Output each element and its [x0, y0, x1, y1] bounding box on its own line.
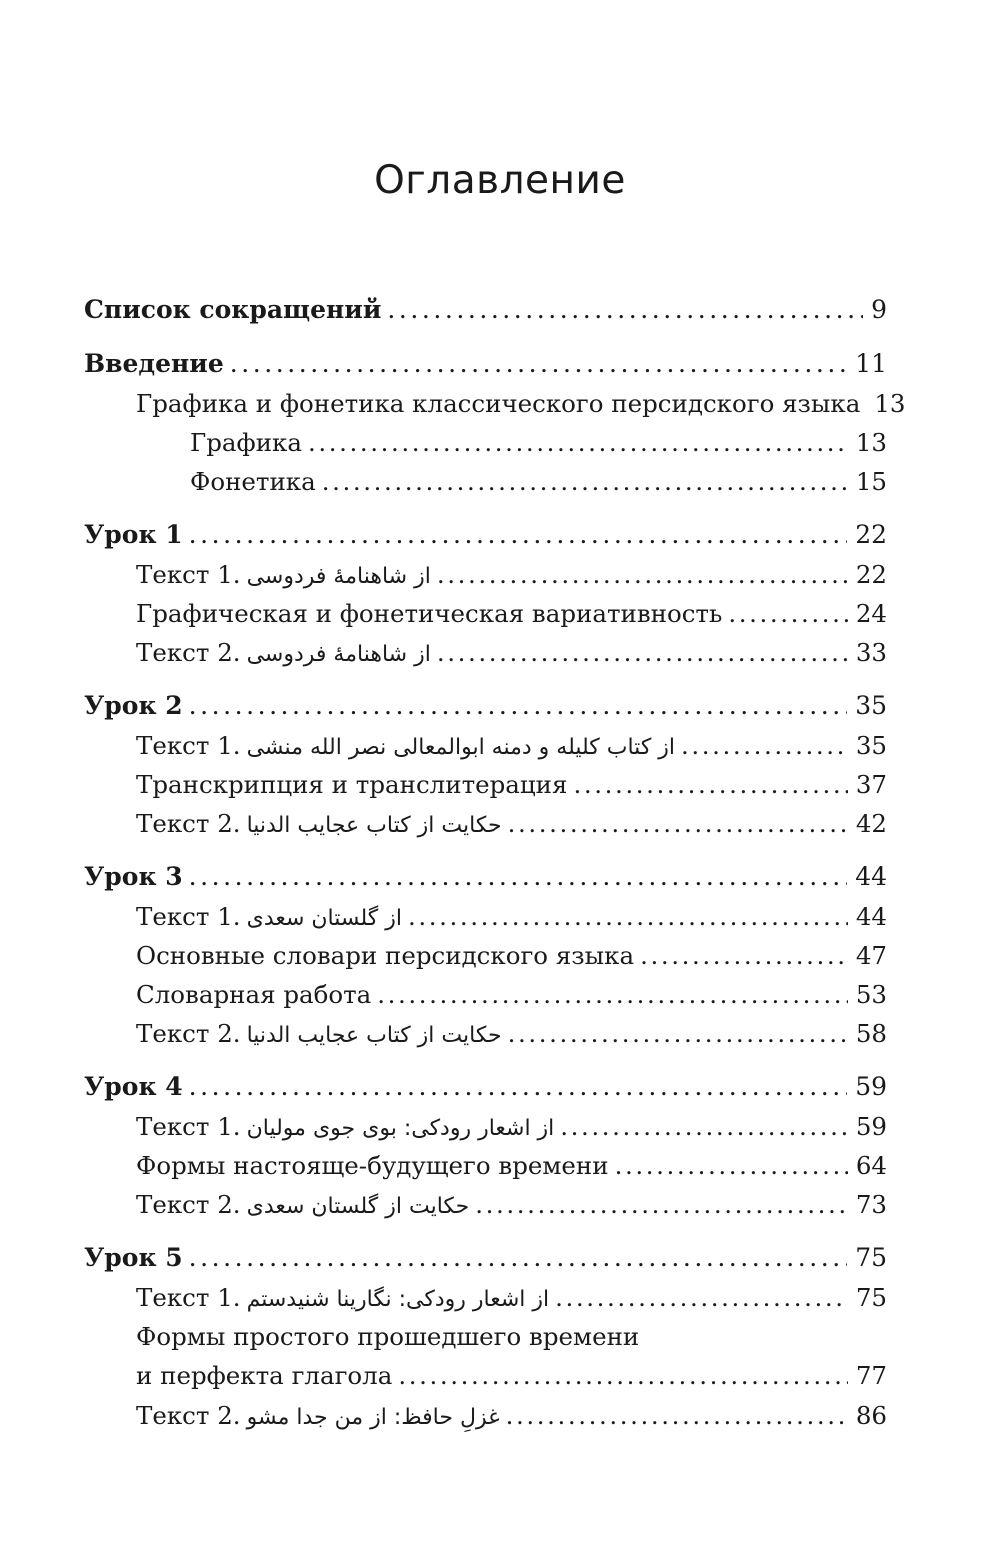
toc-entry-label-ru: Текст 1. — [136, 1283, 241, 1312]
toc-entry[interactable] — [136, 1282, 887, 1314]
toc-entry-label: Графическая и фонетическая вариативность — [136, 599, 723, 628]
toc-entry[interactable] — [136, 940, 887, 972]
toc-entry-label-fa: از کتاب کلیله و دمنه ابوالمعالی نصر الله منشی — [246, 735, 676, 760]
toc-entry-label — [136, 901, 402, 935]
toc-entry-label-fa: از اشعار رودکی: نگارینا شنیدستم — [246, 1287, 550, 1312]
dot-leader — [506, 1400, 848, 1432]
toc-entry[interactable] — [84, 348, 887, 380]
page-title: Оглавление — [374, 158, 626, 203]
toc-entry-label-fa: از گلستان سعدی — [246, 906, 403, 931]
toc-entry-label: Фонетика — [190, 467, 316, 496]
toc-entry-label: Список сокращений — [84, 295, 382, 324]
toc-entry-page: 59 — [855, 1112, 887, 1141]
toc-entry-page: 58 — [855, 1019, 887, 1048]
toc-entry-page: 75 — [855, 1243, 887, 1272]
toc-entry[interactable] — [190, 427, 887, 459]
toc-entry[interactable] — [136, 1360, 887, 1392]
toc-entry[interactable] — [136, 1111, 887, 1143]
toc-entry-label — [136, 559, 431, 593]
toc-entry-label: Введение — [84, 349, 224, 378]
toc-entry-label-fa: از اشعار رودکی: بوی جوی مولیان — [246, 1116, 555, 1141]
dot-leader — [437, 637, 848, 669]
dot-leader — [508, 1018, 848, 1050]
toc-entry[interactable] — [84, 861, 887, 893]
toc-entry[interactable] — [84, 519, 887, 551]
toc-entry[interactable] — [136, 1400, 887, 1432]
toc-entry-label: Графика — [190, 428, 302, 457]
dot-leader — [377, 979, 848, 1011]
toc-entry-page: 44 — [855, 902, 887, 931]
dot-leader — [189, 1071, 848, 1103]
dot-leader — [640, 940, 848, 972]
toc-entry-label: Основные словари персидского языка — [136, 941, 635, 970]
dot-leader — [555, 1282, 848, 1314]
toc-entry-label — [136, 808, 502, 842]
dot-leader — [308, 427, 848, 459]
toc-entry-page: 37 — [855, 770, 887, 799]
toc-entry-label — [136, 1400, 500, 1434]
toc-entry-label-ru: Текст 1. — [136, 731, 241, 760]
toc-entry[interactable] — [136, 559, 887, 591]
toc-entry-page: 47 — [855, 941, 887, 970]
dot-leader — [475, 1189, 848, 1221]
toc-entry-first-line[interactable]: Формы простого прошедшего времени — [136, 1322, 640, 1351]
toc-entry-label: Урок 2 — [84, 691, 183, 720]
toc-entry-label: Урок 3 — [84, 862, 183, 891]
toc-entry-page: 9 — [871, 295, 887, 324]
toc-entry-label-fa: از شاهنامهٔ فردوسی — [246, 642, 431, 667]
toc-entry-label-ru: Текст 2. — [136, 1401, 241, 1430]
dot-leader — [615, 1150, 848, 1182]
toc-entry-label — [136, 1111, 554, 1145]
dot-leader — [322, 466, 848, 498]
dot-leader — [189, 861, 848, 893]
dot-leader — [387, 294, 863, 326]
toc-entry[interactable] — [136, 979, 887, 1011]
toc-entry-page: 15 — [855, 467, 887, 496]
toc-entry-label-ru: Текст 1. — [136, 560, 241, 589]
toc-entry[interactable] — [136, 1189, 887, 1221]
toc-entry-page: 44 — [855, 862, 887, 891]
toc-entry-page: 75 — [855, 1283, 887, 1312]
dot-leader — [189, 1242, 848, 1274]
toc-entry-page: 24 — [855, 599, 887, 628]
toc-entry[interactable] — [84, 690, 887, 722]
toc-entry-label: Словарная работа — [136, 980, 372, 1009]
dot-leader — [189, 690, 848, 722]
toc-entry-label: Транскрипция и транслитерация — [136, 770, 568, 799]
dot-leader — [681, 730, 848, 762]
toc-entry-page: 13 — [855, 428, 887, 457]
toc-entry-label-fa: غزلِ حافظ: از من جدا مشو — [246, 1405, 500, 1430]
toc-entry-page: 73 — [855, 1190, 887, 1219]
toc-entry[interactable] — [136, 1150, 887, 1182]
toc-entry-page: 53 — [855, 980, 887, 1009]
toc-entry-label-ru: Текст 2. — [136, 638, 241, 667]
toc-entry-page: 42 — [855, 809, 887, 838]
toc-entry-page: 77 — [855, 1361, 887, 1390]
toc-entry-page: 22 — [855, 520, 887, 549]
toc-entry-page: 11 — [855, 349, 887, 378]
toc-entry[interactable] — [136, 808, 887, 840]
toc-entry-label — [136, 1189, 469, 1223]
toc-entry[interactable] — [136, 769, 887, 801]
toc-entry-label-ru: Текст 2. — [136, 1190, 241, 1219]
dot-leader — [508, 808, 848, 840]
toc-entry-label — [136, 637, 431, 671]
dot-leader — [398, 1360, 847, 1392]
toc-entry[interactable] — [136, 637, 887, 669]
dot-leader — [408, 901, 848, 933]
toc-entry-label-fa: حکایت از گلستان سعدی — [246, 1194, 470, 1219]
toc-entry-label-ru: Текст 1. — [136, 1112, 241, 1141]
toc-entry[interactable] — [84, 1242, 887, 1274]
toc-entry-label-ru: Текст 1. — [136, 902, 241, 931]
dot-leader — [728, 598, 847, 630]
toc-entry-page: 22 — [855, 560, 887, 589]
toc-entry-label: Урок 1 — [84, 520, 183, 549]
toc-entry-label-fa: حکایت از کتاب عجایب الدنیا — [246, 813, 502, 838]
toc-entry-page: 59 — [855, 1072, 887, 1101]
toc-entry-label — [136, 1282, 549, 1316]
toc-entry-label-fa: حکایت از کتاب عجایب الدنیا — [246, 1023, 502, 1048]
toc-entry-page: 64 — [855, 1151, 887, 1180]
toc-entry[interactable] — [190, 466, 887, 498]
toc-entry-label-ru: Текст 2. — [136, 809, 241, 838]
toc-entry-page: 13 — [874, 389, 906, 418]
toc-entry-page: 35 — [855, 731, 887, 760]
toc-entry-label — [136, 1018, 502, 1052]
dot-leader — [437, 559, 848, 591]
toc-entry-label-fa: از شاهنامهٔ فردوسی — [246, 564, 431, 589]
toc-entry-page: 86 — [855, 1401, 887, 1430]
toc-entry-label: Урок 5 — [84, 1243, 183, 1272]
toc-entry-label — [136, 730, 675, 764]
toc-entry-page: 35 — [855, 691, 887, 720]
toc-entry-label: Урок 4 — [84, 1072, 183, 1101]
dot-leader — [189, 519, 848, 551]
toc-entry[interactable] — [136, 388, 906, 420]
toc-entry[interactable] — [84, 294, 887, 326]
toc-entry-page: 33 — [855, 638, 887, 667]
toc-entry-label: Формы настояще-будущего времени — [136, 1151, 609, 1180]
dot-leader — [230, 348, 847, 380]
toc-entry[interactable] — [136, 901, 887, 933]
toc-entry-label: и перфекта глагола — [136, 1361, 393, 1390]
dot-leader — [560, 1111, 848, 1143]
toc-entry-label-ru: Текст 2. — [136, 1019, 241, 1048]
toc-entry[interactable] — [136, 730, 887, 762]
toc-entry[interactable] — [136, 1018, 887, 1050]
toc-entry-label: Графика и фонетика классического персидского языка — [136, 389, 861, 418]
toc-entry[interactable] — [136, 598, 887, 630]
toc-entry[interactable] — [84, 1071, 887, 1103]
dot-leader — [573, 769, 847, 801]
